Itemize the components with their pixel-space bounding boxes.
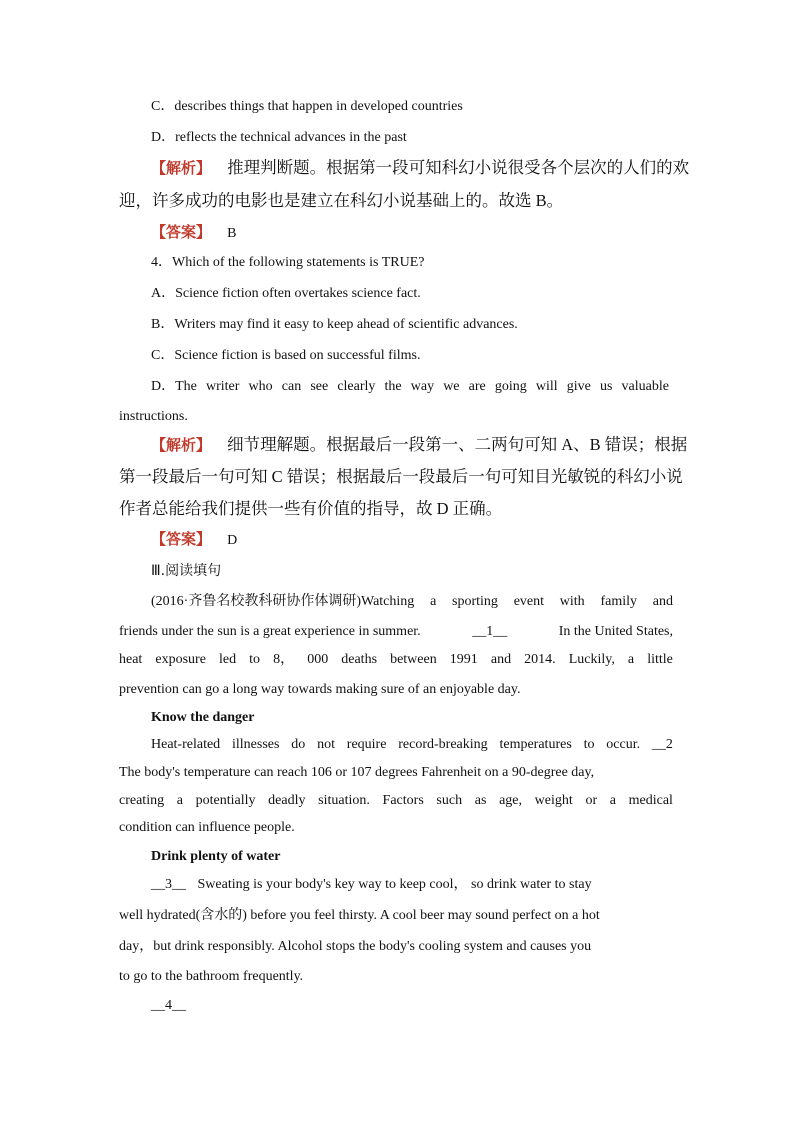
q4-analysis-line1: 【解析】 细节理解题。根据最后一段第一、二两句可知 A、B 错误；根据: [151, 435, 688, 454]
passage-p2-line4: condition can influence people.: [119, 820, 295, 835]
blank-1: __1__: [472, 624, 508, 639]
q4-stem: 4．Which of the following statements is TRUE?: [151, 255, 425, 270]
passage-p2-line1: Heat-related illnesses do not require record-breaking temperatures to occur. __2: [151, 735, 673, 755]
analysis-tag: 【解析】: [151, 159, 212, 177]
q4-option-d-line2: instructions.: [119, 409, 188, 424]
q4-analysis-line2: 第一段最后一句可知 C 错误；根据最后一段最后一句可知目光敏锐的科幻小说: [119, 467, 683, 486]
passage-p1-line4: prevention can go a long way towards making sure of an enjoyable day.: [119, 682, 521, 697]
q3-analysis-line2: 迎，许多成功的电影也是建立在科幻小说基础上的。故选 B。: [119, 191, 564, 210]
q3-option-d: D．reflects the technical advances in the past: [151, 130, 407, 145]
passage-p1-line1: (2016·齐鲁名校教科研协作体调研)Watching a sporting event with family and: [151, 594, 673, 609]
answer-tag: 【答案】: [151, 530, 212, 548]
passage-p2-line2: The body's temperature can reach 106 or 107 degrees Fahrenheit on a 90-degree day,: [119, 765, 595, 780]
q4-analysis-line3: 作者总能给我们提供一些有价值的指导，故 D 正确。: [119, 499, 503, 518]
passage-p3-line3: day，but drink responsibly. Alcohol stops the body's cooling system and causes you: [119, 939, 592, 954]
q4-option-c: C．Science fiction is based on successful films.: [151, 348, 421, 363]
passage-p3-line2: well hydrated(含水的) before you feel thirsty. A cool beer may sound perfect on a hot: [119, 908, 600, 923]
passage-p1-line3: heat exposure led to 8， 000 deaths between 1991 and 2014. Luckily, a little: [119, 652, 673, 667]
analysis-tag: 【解析】: [151, 436, 212, 454]
q3-analysis-line1: 【解析】 推理判断题。根据第一段可知科幻小说很受各个层次的人们的欢: [151, 158, 690, 177]
passage-p2-line3: creating a potentially deadly situation. Factors such as age, weight or a medical: [119, 793, 673, 808]
q3-option-c: C．describes things that happen in developed countries: [151, 99, 463, 114]
subheading-drink-water: Drink plenty of water: [151, 849, 281, 864]
blank-2: __2: [651, 737, 673, 752]
q4-option-a: A．Science fiction often overtakes science fact.: [151, 286, 421, 301]
answer-value: D: [227, 533, 238, 548]
subheading-know-the-danger: Know the danger: [151, 710, 255, 725]
passage-p1-line2: friends under the sun is a great experience in summer. __1__ In the United States,: [119, 622, 673, 642]
answer-tag: 【答案】: [151, 223, 212, 241]
blank-4: __4__: [151, 998, 186, 1013]
q3-answer: [151, 220, 236, 246]
q4-option-b: B．Writers may find it easy to keep ahead of scientific advances.: [151, 317, 518, 332]
blank-3: __3__: [151, 877, 186, 892]
section-heading: Ⅲ.阅读填句: [151, 563, 222, 579]
passage-p3-line1: __3__ Sweating is your body's key way to keep cool， so drink water to stay: [151, 877, 592, 892]
q4-option-d-line1: D．The writer who can see clearly the way we are going will give us valuable: [151, 379, 669, 394]
passage-p3-line4: to go to the bathroom frequently.: [119, 969, 304, 984]
answer-value: B: [227, 226, 237, 241]
q4-answer: [151, 527, 237, 553]
